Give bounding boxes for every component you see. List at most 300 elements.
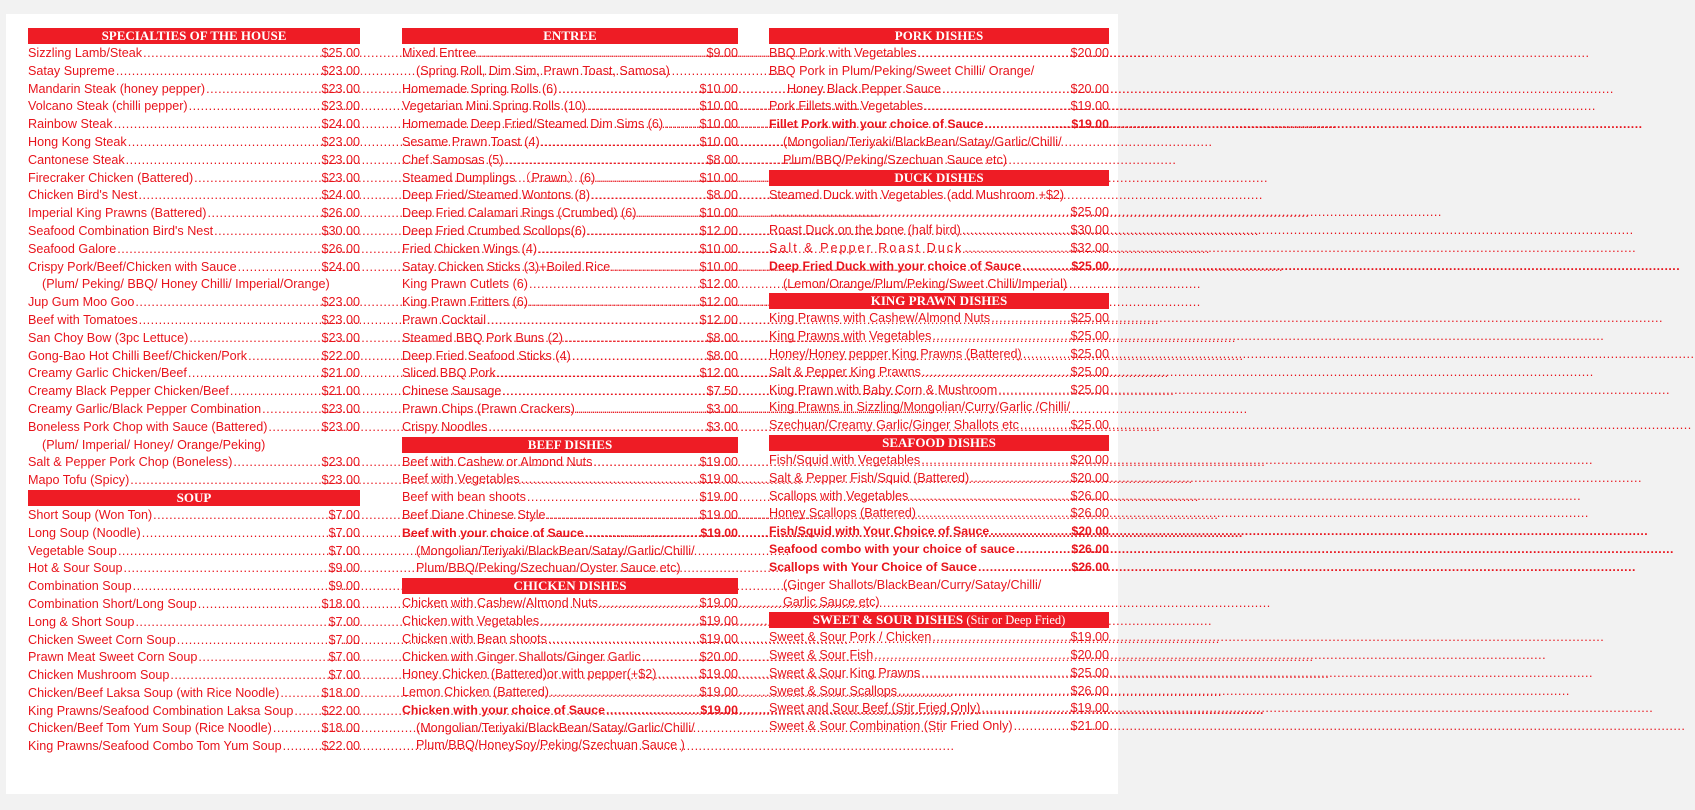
menu-section xyxy=(28,490,360,756)
dot-leader xyxy=(189,98,321,116)
dot-leader xyxy=(529,276,698,294)
menu-item xyxy=(28,383,360,401)
menu-item-price: $19.00 xyxy=(699,667,738,682)
dot-leader xyxy=(932,629,1069,647)
menu-item-price: $26.00 xyxy=(1070,488,1109,503)
dot-leader xyxy=(268,419,320,437)
section-heading-text: PORK DISHES xyxy=(894,28,984,43)
menu-item-name: Short Soup (Won Ton) xyxy=(28,507,153,522)
dot-leader xyxy=(497,365,699,383)
menu-item-price: $10.00 xyxy=(699,170,738,185)
menu-item xyxy=(769,258,1109,276)
dot-leader xyxy=(642,649,699,667)
menu-item-price: $12.00 xyxy=(699,312,738,327)
menu-item-name: Salt & Pepper Roast Duck xyxy=(769,240,964,255)
section-heading xyxy=(769,28,1109,44)
menu-item-price: $25.00 xyxy=(1070,418,1109,433)
menu-item-price: $19.00 xyxy=(1071,117,1109,132)
menu-column-3 xyxy=(769,28,1109,736)
menu-item-price: $25.00 xyxy=(1070,311,1109,326)
section-heading xyxy=(402,437,738,453)
menu-item-price: $25.00 xyxy=(1071,258,1109,273)
menu-item xyxy=(28,738,360,756)
menu-item xyxy=(402,312,738,330)
menu-item-name: Salt & Pepper King Prawns xyxy=(769,364,921,379)
menu-item-name: Gong-Bao Hot Chilli Beef/Chicken/Pork xyxy=(28,348,248,363)
menu-item-name: Scallops with Vegetables xyxy=(769,488,909,503)
menu-item-price: $8.00 xyxy=(706,188,738,203)
dot-leader xyxy=(1023,346,1070,364)
menu-item-price: $20.00 xyxy=(1070,470,1109,485)
dot-leader xyxy=(207,205,320,223)
dot-leader xyxy=(942,81,1069,99)
menu-item xyxy=(769,240,1109,258)
menu-item xyxy=(28,312,360,330)
menu-item-price: $23.00 xyxy=(321,81,360,96)
menu-item-price: $9.00 xyxy=(706,46,738,60)
menu-item-price: $18.00 xyxy=(321,721,360,736)
section-heading xyxy=(402,578,738,594)
menu-item xyxy=(28,578,360,596)
sauce-options-note: (Ginger Shallots/BlackBean/Curry/Satay/Chilli/ xyxy=(783,577,1042,592)
menu-item-name: Sweet & Sour Fish xyxy=(769,647,874,662)
menu-item-name: King Prawns with Cashew/Almond Nuts xyxy=(769,311,991,326)
section-heading xyxy=(769,435,1109,451)
menu-item xyxy=(28,170,360,188)
dot-leader xyxy=(143,45,320,63)
menu-item xyxy=(402,525,738,543)
menu-item-price: $12.00 xyxy=(699,366,738,381)
dot-leader xyxy=(114,116,321,134)
menu-item-name: Salt & Pepper Fish/Squid (Battered) xyxy=(769,470,970,485)
menu-item xyxy=(769,470,1109,488)
menu-item xyxy=(28,365,360,383)
menu-item-name: Satay Supreme xyxy=(28,63,115,78)
menu-item-price: $7.00 xyxy=(328,525,360,540)
menu-item-name: Chicken/Beef Laksa Soup (with Rice Noodle) xyxy=(28,685,280,700)
menu-section xyxy=(769,170,1109,294)
menu-item xyxy=(769,647,1109,665)
menu-item-price: $19.00 xyxy=(699,490,738,505)
menu-item xyxy=(402,365,738,383)
menu-item-price: $26.00 xyxy=(1071,559,1109,574)
section-heading-text: KING PRAWN DISHES xyxy=(870,293,1008,309)
dot-leader xyxy=(189,330,320,348)
sauce-options-note: Plum/BBQ/HoneySoy/Peking/Szechuan Sauce ) xyxy=(416,738,685,753)
menu-item xyxy=(402,383,738,401)
menu-item-name: Fried Chicken Wings (4) xyxy=(402,241,538,256)
dot-leader xyxy=(118,543,328,561)
menu-item-name: Scallops with Your Choice of Sauce xyxy=(769,559,977,574)
menu-item xyxy=(28,330,360,348)
section-heading-text: BEEF DISHES xyxy=(527,436,613,452)
menu-item-name: King Prawn with Baby Corn & Mushroom xyxy=(769,382,998,397)
menu-item xyxy=(28,45,360,63)
menu-item xyxy=(28,667,360,685)
menu-item-price: $24.00 xyxy=(321,259,360,274)
menu-item-name: Prawn Chips (Prawn Crackers) xyxy=(402,401,575,416)
menu-item xyxy=(28,472,360,490)
dot-leader xyxy=(1016,541,1070,559)
menu-item xyxy=(28,223,360,241)
menu-item xyxy=(402,419,738,437)
menu-item-price: $9.00 xyxy=(328,561,360,576)
menu-item xyxy=(769,523,1109,541)
menu-item-price: $22.00 xyxy=(321,348,360,363)
menu-item xyxy=(28,348,360,366)
menu-section xyxy=(402,437,738,579)
menu-item-name: Sweet & Sour King Prawns xyxy=(769,665,921,680)
dot-leader xyxy=(596,170,698,188)
dot-leader xyxy=(558,81,698,99)
menu-column-2 xyxy=(402,28,738,755)
menu-item-price: $23.00 xyxy=(321,295,360,310)
menu-item xyxy=(28,560,360,578)
dot-leader xyxy=(924,98,1069,116)
menu-item xyxy=(402,152,738,170)
menu-item-name: Sweet & Sour Scallops xyxy=(769,683,898,698)
menu-column-1 xyxy=(28,28,360,756)
dot-leader xyxy=(198,649,327,667)
menu-item-name: Homemade Deep Fried/Steamed Dim Sims (6) xyxy=(402,117,664,132)
dot-leader xyxy=(521,471,699,489)
menu-item xyxy=(769,98,1109,116)
menu-item xyxy=(402,613,738,631)
menu-item-name: Mapo Tofu (Spicy) xyxy=(28,473,130,488)
dot-leader xyxy=(985,116,1071,134)
menu-item xyxy=(402,684,738,702)
menu-item-name: Mixed Entree xyxy=(402,46,477,60)
section-heading xyxy=(769,293,1109,309)
menu-item xyxy=(28,259,360,277)
menu-item-price: $19.00 xyxy=(1070,701,1109,716)
menu-item xyxy=(402,205,738,223)
menu-item-name: Mandarin Steak (honey pepper) xyxy=(28,81,206,96)
menu-item-name: Honey Black Pepper Sauce xyxy=(787,81,942,96)
menu-item-price: $30.00 xyxy=(321,223,360,238)
menu-item-name: King Prawns with Vegetables xyxy=(769,329,932,344)
menu-item xyxy=(402,649,738,667)
menu-item xyxy=(28,187,360,205)
menu-item-price: $22.00 xyxy=(321,739,360,754)
menu-item xyxy=(402,507,738,525)
menu-item xyxy=(28,294,360,312)
menu-item xyxy=(769,382,1109,400)
menu-item-price: $20.00 xyxy=(699,649,738,664)
menu-item-name: Chicken/Beef Tom Yum Soup (Rice Noodle) xyxy=(28,721,272,736)
menu-item xyxy=(402,187,738,205)
menu-item-price: $23.00 xyxy=(321,63,360,78)
section-heading xyxy=(402,28,738,44)
menu-item-name: Firecraker Chicken (Battered) xyxy=(28,170,194,185)
menu-item-name: Long Soup (Noodle) xyxy=(28,525,141,540)
dot-leader xyxy=(214,223,320,241)
menu-item-price: $24.00 xyxy=(321,188,360,203)
menu-item-price: $23.00 xyxy=(321,330,360,345)
menu-item xyxy=(28,98,360,116)
menu-item-price: $21.00 xyxy=(321,366,360,381)
dot-leader xyxy=(194,170,320,188)
dot-leader xyxy=(233,454,320,472)
menu-item-name: King Prawn Fritters (6) xyxy=(402,295,528,310)
menu-item-price: $7.50 xyxy=(706,384,738,399)
dot-leader xyxy=(177,632,328,650)
menu-item-price: $19.00 xyxy=(700,702,738,717)
menu-item xyxy=(28,401,360,419)
menu-item xyxy=(769,488,1109,506)
menu-item-name: Steamed Dumplings （Prawn）(6) xyxy=(402,170,596,185)
menu-item-price: $22.00 xyxy=(321,703,360,718)
menu-item-price: $12.00 xyxy=(699,295,738,310)
dot-leader xyxy=(548,631,699,649)
dot-leader xyxy=(593,454,698,472)
menu-section xyxy=(769,28,1109,170)
dot-leader xyxy=(874,647,1069,665)
menu-page xyxy=(6,14,1118,794)
menu-item-price: $23.00 xyxy=(321,170,360,185)
menu-section xyxy=(769,612,1109,736)
menu-item-price: $10.00 xyxy=(699,241,738,256)
dot-leader xyxy=(130,472,320,490)
dot-leader xyxy=(126,152,321,170)
dot-leader xyxy=(918,45,1070,63)
menu-item-name: Sweet and Sour Beef (Stir Fried Only) xyxy=(769,701,981,716)
menu-item-price: $20.00 xyxy=(1071,524,1109,539)
dot-leader xyxy=(585,525,700,543)
menu-item-name: Beef with your choice of Sauce xyxy=(402,525,584,540)
menu-item-name: Creamy Garlic Chicken/Beef xyxy=(28,366,187,381)
menu-item xyxy=(402,241,738,259)
menu-item-name: Chicken with your choice of Sauce xyxy=(402,702,605,717)
dot-leader xyxy=(576,401,706,419)
dot-leader xyxy=(637,205,698,223)
menu-item-name: Creamy Garlic/Black Pepper Combination xyxy=(28,401,262,416)
menu-item-name: Beef with Cashew or Almond Nuts xyxy=(402,454,593,469)
menu-item xyxy=(28,632,360,650)
menu-item-price: $7.00 xyxy=(328,668,360,683)
menu-item-name: Szechuan/Creamy Garlic/Ginger Shallots etc xyxy=(769,418,1019,433)
menu-item xyxy=(402,666,738,684)
menu-item xyxy=(28,703,360,721)
dot-leader xyxy=(587,98,698,116)
sauce-options-note: (Mongolian/Teriyaki/BlackBean/Satay/Garlic/Chilli/ xyxy=(416,543,695,558)
menu-item-price: $19.00 xyxy=(699,613,738,628)
section-heading xyxy=(769,612,1109,628)
dot-leader xyxy=(488,419,705,437)
dot-leader xyxy=(770,204,1069,222)
menu-item-price: $23.00 xyxy=(321,152,360,167)
menu-item-name: San Choy Bow (3pc Lettuce) xyxy=(28,330,189,345)
menu-item-price: $19.00 xyxy=(699,472,738,487)
section-heading-note: (Stir or Deep Fried) xyxy=(966,613,1066,628)
menu-item-name: Honey Scallops (Battered) xyxy=(769,506,916,521)
menu-item-price: $3.00 xyxy=(706,401,738,416)
sauce-options-note: Plum/BBQ/Peking/Szechuan Sauce etc) xyxy=(783,152,1008,167)
menu-item xyxy=(402,276,738,294)
menu-item-price: $21.00 xyxy=(1070,719,1109,734)
dot-leader xyxy=(962,222,1070,240)
menu-item-price: $19.00 xyxy=(699,507,738,522)
menu-item xyxy=(769,629,1109,647)
menu-item-price: $20.00 xyxy=(1070,647,1109,662)
menu-item-price: $19.00 xyxy=(1070,99,1109,114)
menu-item-name: Roast Duck on the bone (half bird) xyxy=(769,223,961,238)
dot-leader xyxy=(502,383,705,401)
dot-leader xyxy=(564,330,705,348)
menu-item-price: $20.00 xyxy=(1070,81,1109,96)
section-heading xyxy=(769,170,1109,186)
menu-item-name: Volcano Steak (chilli pepper) xyxy=(28,99,188,114)
menu-item-name: Imperial King Prawns (Battered) xyxy=(28,206,207,221)
menu-item-price: $12.00 xyxy=(699,277,738,292)
menu-item-name: Chicken Mushroom Soup xyxy=(28,668,170,683)
dot-leader xyxy=(116,63,321,81)
menu-item-price: $10.00 xyxy=(699,259,738,274)
menu-item-name: Sesame Prawn Toast (4) xyxy=(402,134,540,149)
menu-item xyxy=(28,649,360,667)
menu-item-price: $25.00 xyxy=(1070,329,1109,344)
menu-item-price: $10.00 xyxy=(699,117,738,132)
menu-item-name: Steamed BBQ Pork Buns (2) xyxy=(402,330,563,345)
sauce-options-note: (Lemon/Orange/Plum/Peking/Sweet Chilli/Imperial) xyxy=(783,276,1068,291)
menu-item-name: Sliced BBQ Pork xyxy=(402,366,496,381)
dot-leader xyxy=(238,259,321,277)
sauce-options-note: Plum/BBQ/Peking/Szechuan/Oyster Sauce etc) xyxy=(416,561,681,576)
sauce-options-note: (Spring Roll, Dim Sim, Prawn Toast, Samosa) xyxy=(416,63,670,78)
menu-item xyxy=(28,241,360,259)
section-heading-text: SWEET & SOUR DISHES xyxy=(812,612,964,628)
menu-item xyxy=(402,81,738,99)
sauce-options-note: Garlic Sauce etc) xyxy=(783,595,880,610)
menu-item xyxy=(769,222,1109,240)
menu-item xyxy=(769,505,1109,523)
menu-item xyxy=(769,328,1109,346)
menu-item-price: $10.00 xyxy=(699,206,738,221)
menu-item xyxy=(769,417,1109,435)
menu-item-name: Homemade Spring Rolls (6) xyxy=(402,81,558,96)
menu-item-price: $18.00 xyxy=(321,596,360,611)
menu-section xyxy=(28,28,360,490)
menu-item-line: King Prawns in Sizzling/Mongolian/Curry/Garlic /Chilli/ xyxy=(769,400,1070,415)
menu-item-name: Deep Fried Seafood Sticks (4) xyxy=(402,348,571,363)
dot-leader xyxy=(599,595,698,613)
dot-leader xyxy=(540,613,698,631)
menu-item-name: Beef Diane Chinese Style xyxy=(402,507,546,522)
dot-leader xyxy=(248,348,320,366)
dot-leader xyxy=(921,665,1069,683)
menu-item-name: Deep Fried Calamari Rings (Crumbed) (6) xyxy=(402,206,637,221)
dot-leader xyxy=(505,152,706,170)
menu-item-price: $23.00 xyxy=(321,419,360,434)
menu-item-name: Chicken Bird's Nest xyxy=(28,188,138,203)
menu-item xyxy=(402,170,738,188)
menu-item-price: $26.00 xyxy=(1070,683,1109,698)
section-heading-text: SOUP xyxy=(176,489,212,505)
menu-item-name: Pork Fillets with Vegetables xyxy=(769,99,923,114)
dot-leader xyxy=(922,364,1070,382)
menu-item-price: $26.00 xyxy=(321,206,360,221)
menu-item xyxy=(28,614,360,632)
section-heading-text: DUCK DISHES xyxy=(894,169,984,185)
menu-item-name: Beef with bean shoots xyxy=(402,490,526,505)
menu-item xyxy=(769,683,1109,701)
dot-leader xyxy=(981,700,1069,718)
menu-item xyxy=(402,401,738,419)
dot-leader xyxy=(273,720,321,738)
dot-leader xyxy=(477,45,705,63)
dot-leader xyxy=(283,738,321,756)
dot-leader xyxy=(198,596,321,614)
menu-item xyxy=(28,543,360,561)
menu-item-price: $7.00 xyxy=(328,543,360,558)
dot-leader xyxy=(135,614,327,632)
menu-item-price: $7.00 xyxy=(328,650,360,665)
menu-item xyxy=(402,454,738,472)
menu-item-name: Satay Chicken Sticks (3)+Boiled Rice xyxy=(402,259,611,274)
menu-item-price: $23.00 xyxy=(321,473,360,488)
dot-leader xyxy=(142,525,328,543)
menu-item-name: King Prawns/Seafood Combo Tom Yum Soup xyxy=(28,739,282,754)
dot-leader xyxy=(550,684,698,702)
menu-section xyxy=(769,435,1109,612)
menu-item-price: $7.00 xyxy=(328,507,360,522)
menu-item-price: $25.00 xyxy=(321,46,360,60)
menu-item-name: Lemon Chicken (Battered) xyxy=(402,685,549,700)
dot-leader xyxy=(262,401,320,419)
menu-item xyxy=(28,152,360,170)
dot-leader xyxy=(529,294,699,312)
menu-item xyxy=(28,720,360,738)
menu-item-price: $30.00 xyxy=(1070,223,1109,238)
menu-item-price: $3.00 xyxy=(706,419,738,434)
menu-item-price: $9.00 xyxy=(328,579,360,594)
section-heading-text: ENTREE xyxy=(543,28,597,43)
menu-item-name: Hong Kong Steak xyxy=(28,134,127,149)
menu-item xyxy=(402,294,738,312)
menu-item-price: $24.00 xyxy=(321,117,360,132)
menu-item-name: Beef with Tomatoes xyxy=(28,312,138,327)
dot-leader xyxy=(991,310,1069,328)
menu-item-price: $20.00 xyxy=(1070,46,1109,60)
menu-section xyxy=(769,293,1109,435)
menu-item-price: $23.00 xyxy=(321,99,360,114)
menu-item-line: BBQ Pork in Plum/Peking/Sweet Chilli/ Orange/ xyxy=(769,63,1035,78)
menu-item-price: $23.00 xyxy=(321,401,360,416)
dot-leader xyxy=(587,223,698,241)
menu-item-name: Hot & Sour Soup xyxy=(28,561,123,576)
menu-item-name: Prawn Meat Sweet Corn Soup xyxy=(28,650,198,665)
dot-leader xyxy=(124,560,328,578)
dot-leader xyxy=(541,134,699,152)
menu-item xyxy=(402,223,738,241)
menu-item-price: $26.00 xyxy=(321,241,360,256)
menu-item-name: Chinese Sausage xyxy=(402,384,502,399)
menu-item-name: Vegetable Soup xyxy=(28,543,117,558)
menu-item xyxy=(402,595,738,613)
menu-item xyxy=(402,471,738,489)
menu-item xyxy=(402,489,738,507)
menu-item xyxy=(402,702,738,720)
menu-section xyxy=(402,578,738,755)
section-heading-text: SEAFOOD DISHES xyxy=(882,434,996,450)
sauce-options-note: (Mongolian/Teriyaki/BlackBean/Satay/Garlic/Chilli/ xyxy=(783,134,1062,149)
menu-item-price: $21.00 xyxy=(321,384,360,399)
menu-item xyxy=(28,205,360,223)
sauce-options-note: (Plum/ Imperial/ Honey/ Orange/Peking) xyxy=(42,437,266,452)
menu-item-name: Deep Fried/Steamed Wontons (8) xyxy=(402,188,591,203)
menu-item-name: Chicken with Ginger Shallots/Ginger Garlic xyxy=(402,649,641,664)
menu-item xyxy=(769,204,1109,222)
